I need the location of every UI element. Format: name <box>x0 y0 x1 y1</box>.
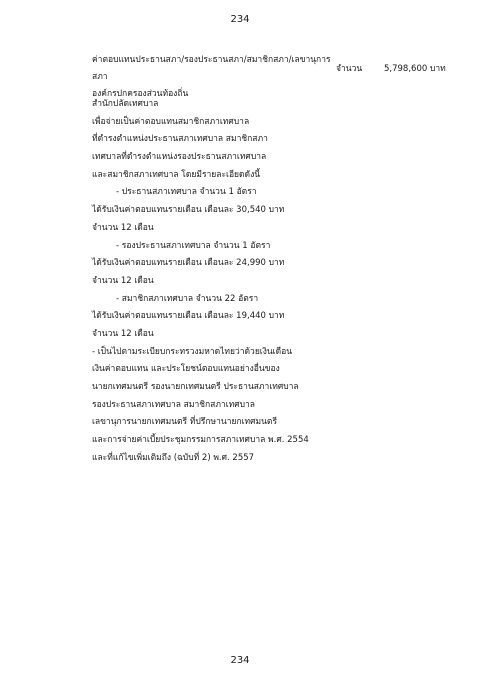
detail-line: ที่ดำรงตำแหน่งประธานสภาเทศบาล สมาชิกสภา <box>92 134 268 145</box>
regulation-reference: - เป็นไปตามระเบียบกระทรวงมหาดไทยว่าด้วยเงินเดือน <box>92 346 293 357</box>
budget-item-title-line-1: ค่าตอบแทนประธานสภา/รองประธานสภา/สมาชิกสภา/เลขานุการสภา <box>92 55 331 82</box>
detail-line: เลขานุการนายกเทศมนตรี ที่ปรึกษานายกเทศมนตรี <box>92 417 278 428</box>
budget-item-title-line-2: องค์กรปกครองส่วนท้องถิ่น <box>92 89 189 99</box>
detail-line: เงินค่าตอบแทน และประโยชน์ตอบแทนอย่างอื่นของ <box>92 364 280 375</box>
detail-line: และที่แก้ไขเพิ่มเติมถึง (ฉบับที่ 2) พ.ศ. 2557 <box>92 452 255 463</box>
position-chairman: - ประธานสภาเทศบาล จำนวน 1 อัตรา <box>116 187 257 198</box>
detail-line: ได้รับเงินค่าตอบแทนรายเดือน เดือนละ 19,440 บาท <box>92 311 285 322</box>
detail-line: เพื่อจ่ายเป็นค่าตอบแทนสมาชิกสภาเทศบาล <box>92 116 250 127</box>
page-number-bottom: 234 <box>230 655 250 666</box>
position-member: - สมาชิกสภาเทศบาล จำนวน 22 อัตรา <box>116 293 259 304</box>
page-number-top: 234 <box>230 14 250 25</box>
detail-line: รองประธานสภาเทศบาล สมาชิกสภาเทศบาล <box>92 399 255 410</box>
detail-line: และสมาชิกสภาเทศบาล โดยมีรายละเอียดดังนี้ <box>92 169 261 180</box>
detail-line: จำนวน 12 เดือน <box>92 275 154 286</box>
detail-line: ได้รับเงินค่าตอบแทนรายเดือน เดือนละ 24,990 บาท <box>92 258 285 269</box>
position-vice-chairman: - รองประธานสภาเทศบาล จำนวน 1 อัตรา <box>116 240 271 251</box>
detail-line: และการจ่ายค่าเบี้ยประชุมกรรมการสภาเทศบาล พ.ศ. 2554 <box>92 435 309 446</box>
detail-line: จำนวน 12 เดือน <box>92 328 154 339</box>
detail-line: นายกเทศมนตรี รองนายกเทศมนตรี ประธานสภาเทศบาล <box>92 382 299 392</box>
budget-item-amount: 5,798,600 บาท <box>384 64 446 74</box>
budget-item-unit-label: จำนวน <box>336 64 363 74</box>
budget-item-detail <box>92 96 352 467</box>
detail-line: ได้รับเงินค่าตอบแทนรายเดือน เดือนละ 30,540 บาท <box>92 205 285 216</box>
detail-line: เทศบาลที่ดำรงตำแหน่งรองประธานสภาเทศบาล <box>92 152 267 163</box>
department-name: สำนักปลัดเทศบาล <box>92 99 159 109</box>
detail-line: จำนวน 12 เดือน <box>92 222 154 233</box>
